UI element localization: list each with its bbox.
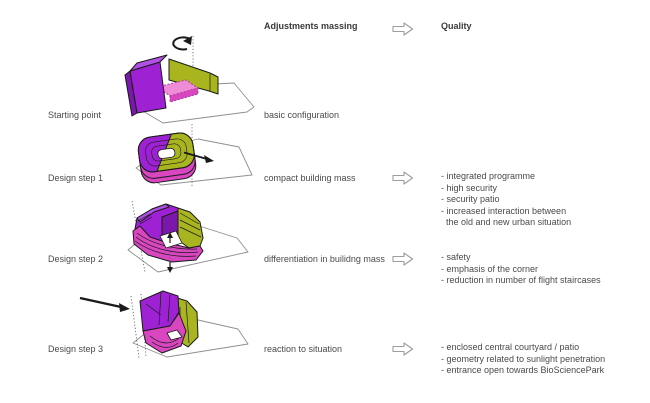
diagram-starting-point bbox=[105, 25, 270, 130]
step-label-design-step-1: Design step 1 bbox=[48, 173, 104, 183]
purple-slab-mass bbox=[125, 55, 167, 116]
step-label-starting-point: Starting point bbox=[48, 110, 102, 120]
quality-item: - enclosed central courtyard / patio bbox=[441, 342, 580, 352]
quality-item: the old and new urban situation bbox=[441, 217, 572, 228]
rotation-icon bbox=[173, 36, 192, 49]
quality-item: - reduction in number of flight staircases bbox=[441, 275, 601, 286]
quality-list-step-3 bbox=[441, 342, 605, 377]
quality-item: - geometry related to sunlight penetration bbox=[441, 353, 606, 364]
diagram-design-step-1 bbox=[105, 120, 270, 200]
step-label-design-step-3: Design step 3 bbox=[48, 344, 104, 354]
quality-item: - increased interaction between bbox=[441, 205, 567, 216]
ring-building-mass bbox=[127, 124, 198, 186]
implies-arrow-icon bbox=[392, 342, 414, 356]
step-label-design-step-2: Design step 2 bbox=[48, 254, 104, 264]
quality-list-step-2 bbox=[441, 252, 601, 287]
quality-item: - safety bbox=[441, 252, 471, 262]
adjustment-basic-configuration: basic configuration bbox=[264, 110, 340, 120]
quality-item: - emphasis of the corner bbox=[441, 263, 539, 274]
quality-item: - security patio bbox=[441, 194, 500, 205]
quality-header: Quality bbox=[441, 21, 472, 31]
dotted-guide-line-1 bbox=[131, 296, 139, 358]
quality-list-step-1 bbox=[441, 171, 571, 229]
adjustment-reaction-to-situation: reaction to situation bbox=[264, 344, 343, 354]
quality-item: - integrated programme bbox=[441, 171, 536, 181]
quality-item: - entrance open towards BioSciencePark bbox=[441, 365, 605, 376]
approach-arrow-icon bbox=[80, 298, 130, 312]
diagram-design-step-2 bbox=[100, 195, 270, 290]
quality-item: - high security bbox=[441, 182, 498, 193]
implies-arrow-icon bbox=[392, 252, 414, 266]
adjustment-differentiation: differentiation in builidng mass bbox=[264, 254, 385, 264]
adjustment-compact-building-mass: compact building mass bbox=[264, 173, 356, 183]
implies-arrow-icon bbox=[392, 22, 414, 36]
diagram-design-step-3 bbox=[70, 280, 270, 380]
adjustments-massing-header: Adjustments massing bbox=[264, 21, 358, 31]
implies-arrow-icon bbox=[392, 171, 414, 185]
